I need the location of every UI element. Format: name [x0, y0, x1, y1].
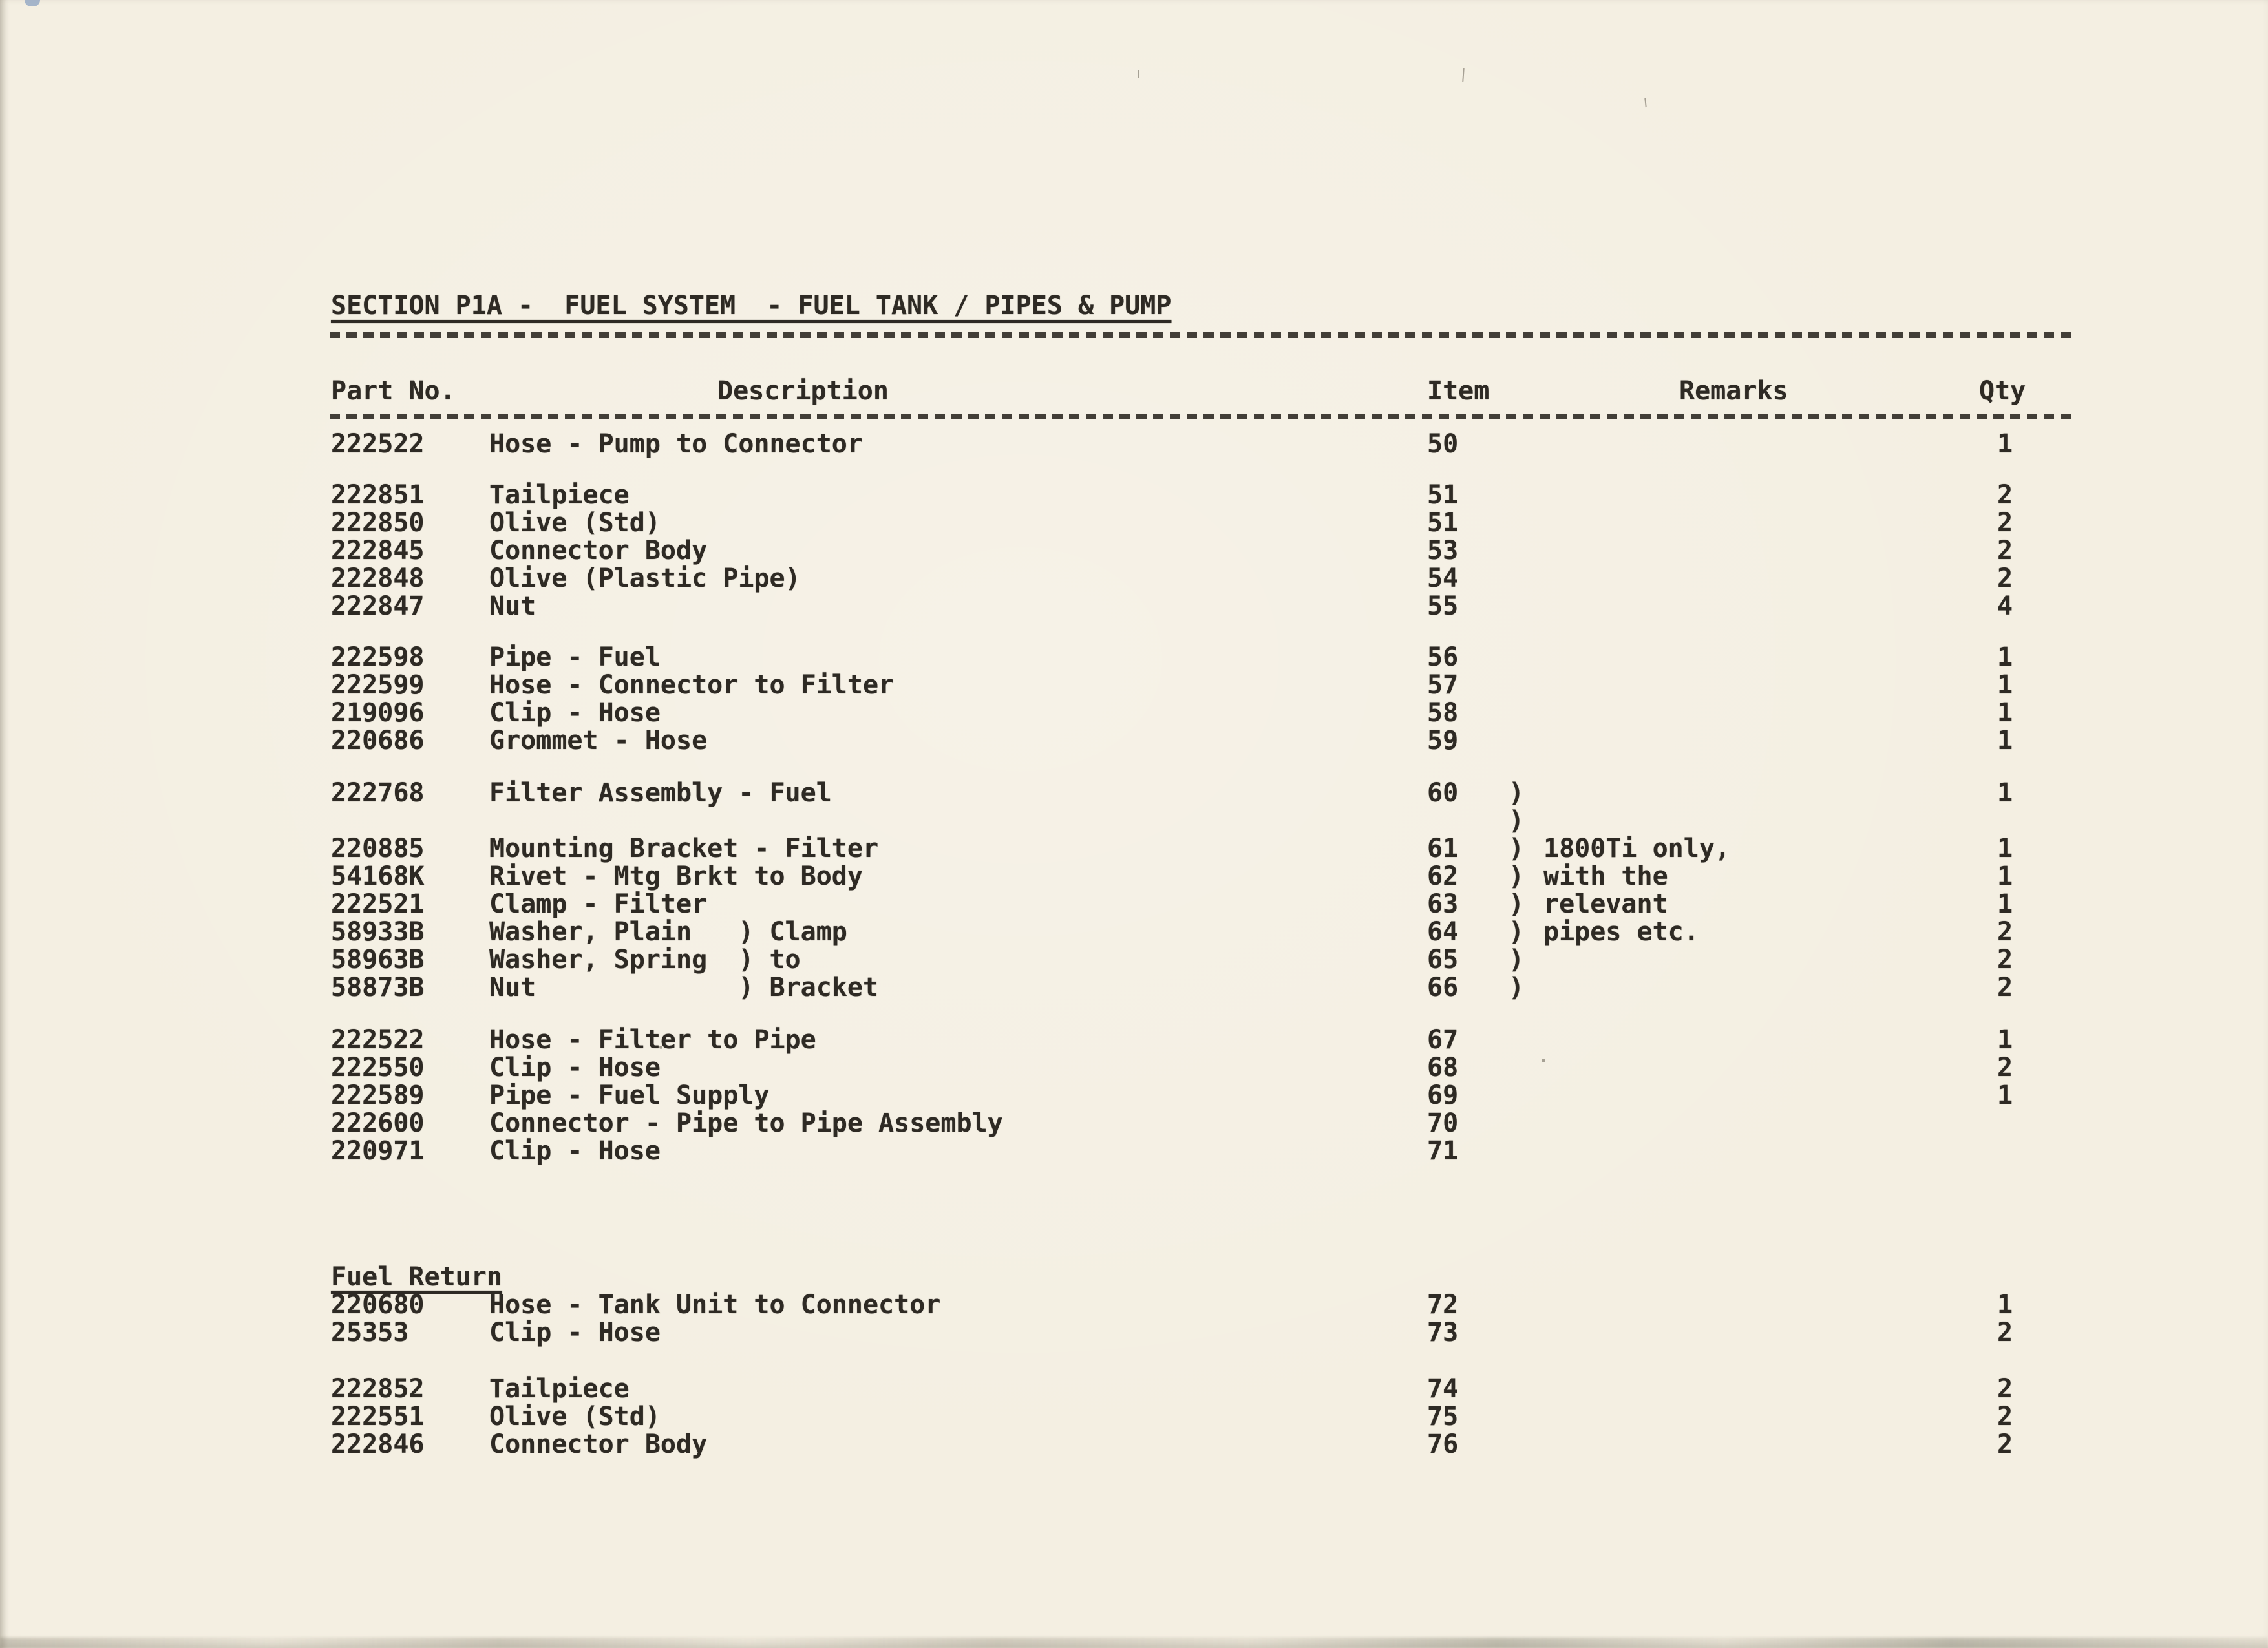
qty-value: 2 — [1997, 1318, 2013, 1347]
description: Pipe - Fuel Supply — [489, 1081, 770, 1110]
qty-value: 2 — [1997, 973, 2013, 1002]
description: Hose - Pump to Connector — [489, 429, 863, 459]
qty-value: 1 — [1997, 1081, 2013, 1110]
qty-value: 1 — [1997, 889, 2013, 919]
part-no: 58873B — [331, 973, 425, 1002]
description: Nut — [489, 591, 536, 621]
item-no: 69 — [1427, 1081, 1459, 1110]
table-row — [0, 1291, 2268, 1319]
part-no: 222846 — [331, 1430, 425, 1459]
table-row — [0, 1137, 2268, 1165]
part-no: 222598 — [331, 642, 425, 672]
qty-value: 1 — [1997, 861, 2013, 891]
part-no: 222768 — [331, 778, 425, 808]
qty-value: 2 — [1997, 564, 2013, 593]
remark-bracket: ) — [1509, 834, 1525, 863]
description: Tailpiece — [489, 1374, 630, 1404]
part-no: 220680 — [331, 1290, 425, 1320]
item-no: 50 — [1427, 429, 1459, 459]
description: Rivet - Mtg Brkt to Body — [489, 861, 863, 891]
table-row — [0, 481, 2268, 509]
scan-speck — [1462, 68, 1465, 82]
description: Connector Body — [489, 536, 708, 565]
part-no: 222845 — [331, 536, 425, 565]
table-row — [0, 644, 2268, 671]
qty-value: 2 — [1997, 536, 2013, 565]
item-no: 55 — [1427, 591, 1459, 621]
table-row — [0, 835, 2268, 863]
item-no: 71 — [1427, 1136, 1459, 1166]
item-no: 67 — [1427, 1025, 1459, 1055]
subsection-header-row — [0, 1263, 2268, 1291]
qty-value: 2 — [1997, 1430, 2013, 1459]
item-no: 62 — [1427, 861, 1459, 891]
part-no: 222599 — [331, 670, 425, 700]
qty-value: 2 — [1997, 945, 2013, 975]
remark-text: pipes etc. — [1543, 917, 1699, 947]
part-no: 220971 — [331, 1136, 425, 1166]
item-no: 76 — [1427, 1430, 1459, 1459]
item-no: 54 — [1427, 564, 1459, 593]
parts-table — [0, 430, 2268, 1459]
qty-value: 2 — [1997, 1374, 2013, 1404]
part-no: 220686 — [331, 726, 425, 755]
item-no: 73 — [1427, 1318, 1459, 1347]
description: Nut ) Bracket — [489, 973, 879, 1002]
scan-speck — [1644, 98, 1646, 107]
table-row — [0, 565, 2268, 593]
part-no: 222551 — [331, 1402, 425, 1431]
remark-bracket: ) — [1509, 806, 1525, 836]
item-no: 65 — [1427, 945, 1459, 975]
item-no: 53 — [1427, 536, 1459, 565]
item-no: 60 — [1427, 778, 1459, 808]
qty-value: 1 — [1997, 670, 2013, 700]
description: Clip - Hose — [489, 698, 661, 728]
item-no: 59 — [1427, 726, 1459, 755]
table-row — [0, 1319, 2268, 1347]
qty-value: 1 — [1997, 429, 2013, 459]
qty-value: 4 — [1997, 591, 2013, 621]
table-row — [0, 807, 2268, 835]
page-title: SECTION P1A - FUEL SYSTEM - FUEL TANK / PIPES & PUMP — [331, 291, 1172, 321]
qty-value: 1 — [1997, 778, 2013, 808]
description: Hose - Filter to Pipe — [489, 1025, 816, 1055]
remark-bracket: ) — [1509, 889, 1525, 919]
row-spacer — [0, 1002, 2268, 1026]
table-row — [0, 918, 2268, 946]
item-no: 58 — [1427, 698, 1459, 728]
item-no: 70 — [1427, 1108, 1459, 1138]
part-no: 222847 — [331, 591, 425, 621]
subsection-title: Fuel Return — [331, 1262, 502, 1292]
description: Clip - Hose — [489, 1053, 661, 1083]
column-header-item: Item — [1427, 376, 1490, 406]
table-row — [0, 1026, 2268, 1054]
qty-value: 2 — [1997, 508, 2013, 538]
column-header-description: Description — [717, 376, 889, 406]
qty-value: 1 — [1997, 642, 2013, 672]
qty-value: 1 — [1997, 1025, 2013, 1055]
description: Hose - Connector to Filter — [489, 670, 895, 700]
table-row — [0, 593, 2268, 620]
qty-value: 1 — [1997, 726, 2013, 755]
table-row — [0, 891, 2268, 918]
item-no: 61 — [1427, 834, 1459, 863]
description: Washer, Spring ) to — [489, 945, 801, 975]
description: Connector Body — [489, 1430, 708, 1459]
column-header-remarks: Remarks — [1679, 376, 1788, 406]
table-row — [0, 1054, 2268, 1082]
description: Clip - Hose — [489, 1136, 661, 1166]
qty-value: 1 — [1997, 834, 2013, 863]
description: Hose - Tank Unit to Connector — [489, 1290, 941, 1320]
part-no: 222848 — [331, 564, 425, 593]
qty-value: 2 — [1997, 480, 2013, 510]
part-no: 58963B — [331, 945, 425, 975]
description: Olive (Plastic Pipe) — [489, 564, 801, 593]
part-no: 54168K — [331, 861, 425, 891]
scan-noise-band — [0, 1638, 2268, 1648]
scan-speck — [1138, 70, 1139, 78]
description: Grommet - Hose — [489, 726, 708, 755]
item-no: 64 — [1427, 917, 1459, 947]
qty-value: 1 — [1997, 1290, 2013, 1320]
description: Tailpiece — [489, 480, 630, 510]
column-header-qty: Qty — [1979, 376, 2026, 406]
item-no: 75 — [1427, 1402, 1459, 1431]
qty-value: 2 — [1997, 1053, 2013, 1083]
part-no: 220885 — [331, 834, 425, 863]
table-row — [0, 727, 2268, 755]
table-row — [0, 1375, 2268, 1403]
part-no: 58933B — [331, 917, 425, 947]
qty-value: 1 — [1997, 698, 2013, 728]
row-spacer — [0, 1347, 2268, 1375]
part-no: 25353 — [331, 1318, 409, 1347]
table-row — [0, 537, 2268, 565]
table-row — [0, 1082, 2268, 1110]
item-no: 51 — [1427, 480, 1459, 510]
item-no: 72 — [1427, 1290, 1459, 1320]
part-no: 222852 — [331, 1374, 425, 1404]
divider-dashed-top — [330, 332, 2077, 338]
remark-text: with the — [1543, 861, 1668, 891]
part-no: 222589 — [331, 1081, 425, 1110]
row-spacer — [0, 620, 2268, 644]
remark-bracket: ) — [1509, 917, 1525, 947]
part-no: 222550 — [331, 1053, 425, 1083]
table-row — [0, 430, 2268, 458]
item-no: 74 — [1427, 1374, 1459, 1404]
item-no: 66 — [1427, 973, 1459, 1002]
remark-bracket: ) — [1509, 945, 1525, 975]
qty-value: 2 — [1997, 917, 2013, 947]
description: Clamp - Filter — [489, 889, 708, 919]
item-no: 63 — [1427, 889, 1459, 919]
remark-bracket: ) — [1509, 973, 1525, 1002]
remark-bracket: ) — [1509, 861, 1525, 891]
remark-text: relevant — [1543, 889, 1668, 919]
description: Olive (Std) — [489, 1402, 661, 1431]
table-row — [0, 699, 2268, 727]
table-row — [0, 779, 2268, 807]
part-no: 222522 — [331, 1025, 425, 1055]
description: Connector - Pipe to Pipe Assembly — [489, 1108, 1003, 1138]
part-no: 222600 — [331, 1108, 425, 1138]
part-no: 222522 — [331, 429, 425, 459]
table-row — [0, 1110, 2268, 1137]
item-no: 68 — [1427, 1053, 1459, 1083]
description: Washer, Plain ) Clamp — [489, 917, 847, 947]
table-row — [0, 1431, 2268, 1459]
description: Pipe - Fuel — [489, 642, 661, 672]
description: Mounting Bracket - Filter — [489, 834, 879, 863]
part-no: 219096 — [331, 698, 425, 728]
table-row — [0, 1403, 2268, 1431]
remark-bracket: ) — [1509, 778, 1525, 808]
description: Clip - Hose — [489, 1318, 661, 1347]
table-row — [0, 946, 2268, 974]
remark-text: 1800Ti only, — [1543, 834, 1730, 863]
row-spacer — [0, 755, 2268, 779]
part-no: 222850 — [331, 508, 425, 538]
part-no: 222521 — [331, 889, 425, 919]
section-spacer — [0, 1165, 2268, 1263]
row-spacer — [0, 458, 2268, 481]
table-row — [0, 863, 2268, 891]
item-no: 51 — [1427, 508, 1459, 538]
part-no: 222851 — [331, 480, 425, 510]
table-row — [0, 974, 2268, 1002]
qty-value: 2 — [1997, 1402, 2013, 1431]
table-row — [0, 671, 2268, 699]
item-no: 56 — [1427, 642, 1459, 672]
scan-smudge — [25, 0, 40, 6]
column-header-part-no: Part No. — [331, 376, 456, 406]
description: Olive (Std) — [489, 508, 661, 538]
divider-dashed-header — [330, 414, 2077, 419]
item-no: 57 — [1427, 670, 1459, 700]
description: Filter Assembly - Fuel — [489, 778, 832, 808]
table-row — [0, 509, 2268, 537]
